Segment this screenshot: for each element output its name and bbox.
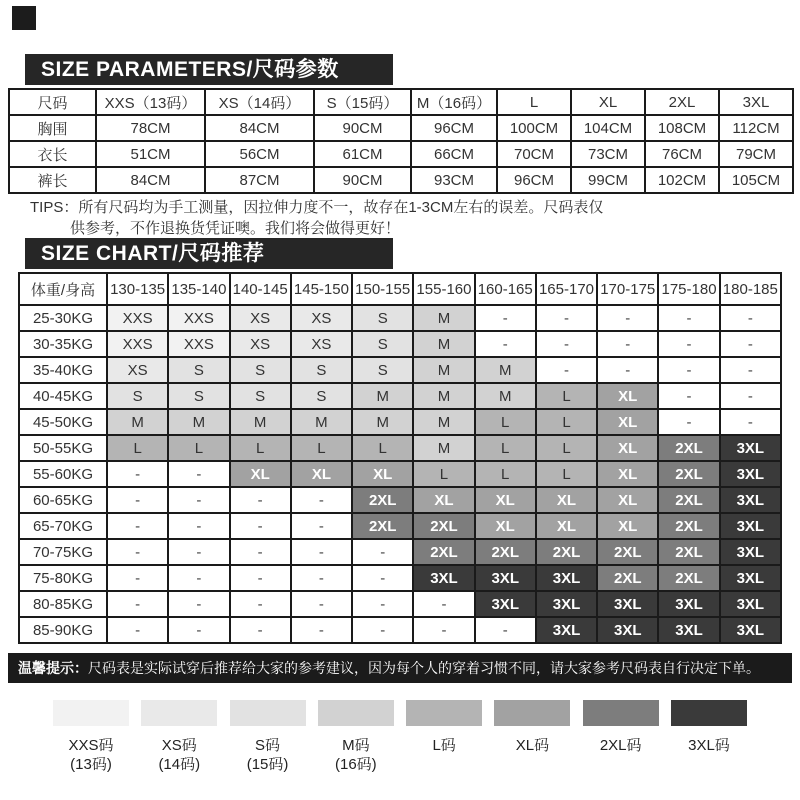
size-cell: -	[658, 331, 719, 357]
param-size-header: L	[497, 89, 571, 115]
size-cell: 3XL	[720, 513, 781, 539]
param-size-header: XXS（13码）	[96, 89, 205, 115]
section-title-size-parameters: SIZE PARAMETERS/尺码参数	[25, 54, 393, 85]
param-value-cell: 99CM	[571, 167, 645, 193]
chart-data-row	[19, 513, 781, 539]
size-cell: L	[352, 435, 413, 461]
size-cell: -	[352, 565, 413, 591]
height-header-cell: 130-135	[107, 273, 168, 305]
size-cell: XL	[597, 487, 658, 513]
size-cell: XL	[352, 461, 413, 487]
chart-data-row	[19, 383, 781, 409]
size-cell: M	[413, 305, 474, 331]
weight-label-cell: 75-80KG	[19, 565, 107, 591]
size-cell: M	[413, 409, 474, 435]
size-cell: -	[230, 591, 291, 617]
param-value-cell: 102CM	[645, 167, 719, 193]
tips-note	[30, 197, 760, 239]
param-header-row	[9, 89, 793, 115]
param-value-cell: 90CM	[314, 167, 411, 193]
size-cell: -	[168, 617, 229, 643]
size-cell: M	[107, 409, 168, 435]
weight-label-cell: 60-65KG	[19, 487, 107, 513]
size-cell: S	[230, 357, 291, 383]
legend-color-swatch	[230, 700, 306, 726]
param-size-header: 2XL	[645, 89, 719, 115]
legend-color-swatch	[318, 700, 394, 726]
size-cell: XL	[475, 487, 536, 513]
size-cell: S	[168, 357, 229, 383]
size-cell: L	[475, 461, 536, 487]
legend-item	[50, 700, 132, 774]
height-header-cell: 145-150	[291, 273, 352, 305]
legend-color-swatch	[494, 700, 570, 726]
size-cell: -	[413, 591, 474, 617]
weight-label-cell: 45-50KG	[19, 409, 107, 435]
size-cell: -	[291, 487, 352, 513]
size-cell: -	[658, 409, 719, 435]
param-size-header: M（16码）	[411, 89, 497, 115]
size-cell: -	[107, 487, 168, 513]
size-cell: 3XL	[720, 461, 781, 487]
chart-data-row	[19, 591, 781, 617]
size-cell: -	[107, 539, 168, 565]
param-value-cell: 93CM	[411, 167, 497, 193]
size-cell: -	[107, 461, 168, 487]
size-cell: M	[291, 409, 352, 435]
size-cell: 3XL	[658, 591, 719, 617]
param-size-header: XL	[571, 89, 645, 115]
size-cell: -	[291, 513, 352, 539]
size-cell: XL	[597, 461, 658, 487]
height-header-cell: 160-165	[475, 273, 536, 305]
param-value-cell: 73CM	[571, 141, 645, 167]
size-cell: XXS	[107, 331, 168, 357]
size-cell: -	[597, 305, 658, 331]
param-value-cell: 61CM	[314, 141, 411, 167]
size-cell: 3XL	[658, 617, 719, 643]
size-cell: -	[475, 331, 536, 357]
size-cell: -	[291, 539, 352, 565]
size-cell: M	[475, 357, 536, 383]
legend-label: XL码	[515, 737, 550, 754]
size-cell: 2XL	[658, 461, 719, 487]
chart-header-row	[19, 273, 781, 305]
param-value-cell: 70CM	[497, 141, 571, 167]
size-cell: 3XL	[536, 565, 597, 591]
legend-label: S码	[255, 737, 281, 754]
legend-color-swatch	[671, 700, 747, 726]
size-cell: L	[168, 435, 229, 461]
notice-text: 尺码表是实际试穿后推荐给大家的参考建议，因为每个人的穿着习惯不同，请大家参考尺码表自行决定下单。	[88, 660, 760, 676]
size-cell: -	[658, 305, 719, 331]
size-cell: 2XL	[658, 435, 719, 461]
size-cell: 2XL	[597, 565, 658, 591]
param-value-cell: 105CM	[719, 167, 793, 193]
size-legend	[50, 700, 750, 774]
param-value-cell: 79CM	[719, 141, 793, 167]
weight-label-cell: 40-45KG	[19, 383, 107, 409]
legend-label: 3XL码	[688, 737, 730, 754]
param-row-label: 衣长	[9, 141, 96, 167]
size-cell: S	[168, 383, 229, 409]
param-value-cell: 100CM	[497, 115, 571, 141]
size-cell: XS	[230, 305, 291, 331]
param-value-cell: 84CM	[205, 115, 314, 141]
weight-label-cell: 25-30KG	[19, 305, 107, 331]
size-cell: M	[352, 409, 413, 435]
param-value-cell: 76CM	[645, 141, 719, 167]
size-cell: L	[413, 461, 474, 487]
chart-data-row	[19, 435, 781, 461]
size-cell: 2XL	[658, 487, 719, 513]
legend-item	[227, 700, 309, 774]
legend-label: 2XL码	[599, 737, 642, 754]
param-row-label: 胸围	[9, 115, 96, 141]
legend-item	[668, 700, 750, 774]
size-cell: -	[168, 565, 229, 591]
size-cell: 3XL	[413, 565, 474, 591]
size-cell: -	[658, 383, 719, 409]
param-value-cell: 66CM	[411, 141, 497, 167]
size-cell: XL	[291, 461, 352, 487]
size-cell: -	[107, 591, 168, 617]
size-cell: L	[536, 409, 597, 435]
height-header-cell: 165-170	[536, 273, 597, 305]
size-cell: -	[230, 539, 291, 565]
size-cell: XXS	[168, 305, 229, 331]
size-cell: -	[475, 617, 536, 643]
size-cell: 3XL	[720, 539, 781, 565]
weight-label-cell: 80-85KG	[19, 591, 107, 617]
size-cell: 3XL	[720, 565, 781, 591]
param-value-cell: 56CM	[205, 141, 314, 167]
size-cell: -	[720, 331, 781, 357]
legend-color-swatch	[141, 700, 217, 726]
chart-data-row	[19, 409, 781, 435]
size-cell: S	[352, 357, 413, 383]
height-header-cell: 175-180	[658, 273, 719, 305]
size-cell: 3XL	[720, 487, 781, 513]
legend-label: L码	[432, 737, 456, 754]
param-value-cell: 78CM	[96, 115, 205, 141]
size-cell: -	[168, 513, 229, 539]
legend-color-swatch	[406, 700, 482, 726]
size-cell: L	[536, 435, 597, 461]
size-cell: M	[168, 409, 229, 435]
section-title-size-chart: SIZE CHART/尺码推荐	[25, 238, 393, 269]
size-cell: -	[597, 331, 658, 357]
param-value-cell: 51CM	[96, 141, 205, 167]
param-size-header: 3XL	[719, 89, 793, 115]
size-cell: XL	[597, 409, 658, 435]
size-cell: M	[413, 331, 474, 357]
legend-sublabel: (16码)	[335, 756, 377, 773]
size-cell: XXS	[168, 331, 229, 357]
size-cell: 2XL	[475, 539, 536, 565]
size-cell: XS	[291, 305, 352, 331]
height-header-cell: 135-140	[168, 273, 229, 305]
size-cell: -	[168, 591, 229, 617]
size-cell: 2XL	[658, 513, 719, 539]
size-cell: -	[475, 305, 536, 331]
legend-sublabel: (13码)	[70, 756, 112, 773]
chart-data-row	[19, 461, 781, 487]
param-row-label: 裤长	[9, 167, 96, 193]
size-cell: -	[107, 565, 168, 591]
size-parameters-table	[8, 88, 794, 194]
param-value-cell: 87CM	[205, 167, 314, 193]
legend-label: M码	[342, 737, 370, 754]
size-cell: -	[291, 565, 352, 591]
size-cell: M	[413, 435, 474, 461]
size-cell: XL	[413, 487, 474, 513]
param-data-row	[9, 141, 793, 167]
size-cell: -	[720, 357, 781, 383]
size-cell: L	[107, 435, 168, 461]
param-value-cell: 90CM	[314, 115, 411, 141]
height-header-cell: 155-160	[413, 273, 474, 305]
weight-label-cell: 85-90KG	[19, 617, 107, 643]
chart-data-row	[19, 617, 781, 643]
size-cell: -	[597, 357, 658, 383]
param-value-cell: 84CM	[96, 167, 205, 193]
size-cell: 3XL	[536, 591, 597, 617]
size-cell: 3XL	[536, 617, 597, 643]
size-cell: -	[536, 331, 597, 357]
size-cell: 3XL	[720, 617, 781, 643]
param-value-cell: 108CM	[645, 115, 719, 141]
chart-data-row	[19, 565, 781, 591]
weight-label-cell: 65-70KG	[19, 513, 107, 539]
param-data-row	[9, 115, 793, 141]
size-cell: M	[413, 357, 474, 383]
chart-data-row	[19, 331, 781, 357]
size-cell: 3XL	[475, 565, 536, 591]
weight-label-cell: 35-40KG	[19, 357, 107, 383]
size-cell: -	[291, 617, 352, 643]
chart-data-row	[19, 305, 781, 331]
tips-line-2: 供参考，不作退换货凭证噢。我们将会做得更好！	[70, 220, 401, 237]
size-cell: XXS	[107, 305, 168, 331]
height-header-cell: 150-155	[352, 273, 413, 305]
size-cell: L	[230, 435, 291, 461]
size-cell: -	[352, 617, 413, 643]
size-cell: -	[658, 357, 719, 383]
size-cell: XL	[230, 461, 291, 487]
legend-item	[138, 700, 220, 774]
size-cell: -	[536, 305, 597, 331]
height-header-cell: 180-185	[720, 273, 781, 305]
size-cell: M	[413, 383, 474, 409]
size-cell: -	[230, 617, 291, 643]
chart-data-row	[19, 539, 781, 565]
size-cell: M	[230, 409, 291, 435]
chart-corner-header: 体重/身高	[19, 273, 107, 305]
size-cell: -	[352, 591, 413, 617]
size-cell: -	[230, 565, 291, 591]
param-value-cell: 112CM	[719, 115, 793, 141]
param-value-cell: 96CM	[411, 115, 497, 141]
size-cell: 2XL	[352, 513, 413, 539]
size-cell: S	[291, 357, 352, 383]
size-cell: -	[720, 409, 781, 435]
size-cell: -	[107, 513, 168, 539]
weight-label-cell: 70-75KG	[19, 539, 107, 565]
size-cell: 3XL	[720, 435, 781, 461]
size-cell: -	[107, 617, 168, 643]
corner-mark	[12, 6, 36, 30]
size-cell: 3XL	[720, 591, 781, 617]
size-cell: XS	[107, 357, 168, 383]
size-cell: L	[291, 435, 352, 461]
legend-label: XXS码	[68, 737, 114, 754]
size-cell: L	[475, 409, 536, 435]
legend-sublabel: (15码)	[246, 756, 289, 773]
size-cell: 2XL	[413, 539, 474, 565]
legend-item	[491, 700, 573, 774]
size-cell: 3XL	[475, 591, 536, 617]
param-value-cell: 96CM	[497, 167, 571, 193]
size-cell: XL	[536, 513, 597, 539]
size-cell: M	[352, 383, 413, 409]
height-header-cell: 170-175	[597, 273, 658, 305]
size-cell: S	[230, 383, 291, 409]
size-cell: XL	[597, 435, 658, 461]
size-cell: 2XL	[658, 565, 719, 591]
legend-sublabel: (14码)	[158, 756, 201, 773]
size-cell: L	[536, 383, 597, 409]
size-cell: S	[107, 383, 168, 409]
size-cell: 2XL	[536, 539, 597, 565]
size-cell: XS	[230, 331, 291, 357]
size-cell: 3XL	[597, 591, 658, 617]
size-cell: S	[291, 383, 352, 409]
size-cell: L	[536, 461, 597, 487]
chart-data-row	[19, 487, 781, 513]
chart-data-row	[19, 357, 781, 383]
legend-label: XS码	[161, 737, 197, 754]
size-cell: L	[475, 435, 536, 461]
param-size-header: S（15码）	[314, 89, 411, 115]
size-cell: 2XL	[658, 539, 719, 565]
weight-label-cell: 50-55KG	[19, 435, 107, 461]
legend-item	[315, 700, 397, 774]
param-size-header: XS（14码）	[205, 89, 314, 115]
size-cell: -	[352, 539, 413, 565]
legend-color-swatch	[583, 700, 659, 726]
size-cell: -	[720, 383, 781, 409]
size-cell: -	[536, 357, 597, 383]
size-cell: -	[230, 513, 291, 539]
notice-bar	[8, 653, 792, 683]
size-cell: -	[168, 461, 229, 487]
size-cell: XL	[536, 487, 597, 513]
legend-item	[403, 700, 485, 774]
size-cell: XL	[597, 513, 658, 539]
size-chart-table	[18, 272, 782, 644]
legend-item	[580, 700, 662, 774]
size-cell: -	[413, 617, 474, 643]
size-cell: M	[475, 383, 536, 409]
size-cell: S	[352, 331, 413, 357]
size-cell: -	[168, 539, 229, 565]
param-value-cell: 104CM	[571, 115, 645, 141]
size-cell: 2XL	[597, 539, 658, 565]
size-cell: XS	[291, 331, 352, 357]
size-cell: 2XL	[413, 513, 474, 539]
size-cell: XL	[597, 383, 658, 409]
weight-label-cell: 55-60KG	[19, 461, 107, 487]
tips-line-1: TIPS：所有尺码均为手工测量，因拉伸力度不一，故存在1-3CM左右的误差。尺码表仅	[30, 199, 604, 216]
size-cell: 2XL	[352, 487, 413, 513]
param-data-row	[9, 167, 793, 193]
weight-label-cell: 30-35KG	[19, 331, 107, 357]
size-cell: -	[291, 591, 352, 617]
notice-prefix: 温馨提示：	[18, 660, 88, 676]
size-cell: S	[352, 305, 413, 331]
legend-color-swatch	[53, 700, 129, 726]
size-cell: 3XL	[597, 617, 658, 643]
size-cell: -	[230, 487, 291, 513]
size-cell: XL	[475, 513, 536, 539]
size-cell: -	[720, 305, 781, 331]
height-header-cell: 140-145	[230, 273, 291, 305]
param-corner-header: 尺码	[9, 89, 96, 115]
size-cell: -	[168, 487, 229, 513]
